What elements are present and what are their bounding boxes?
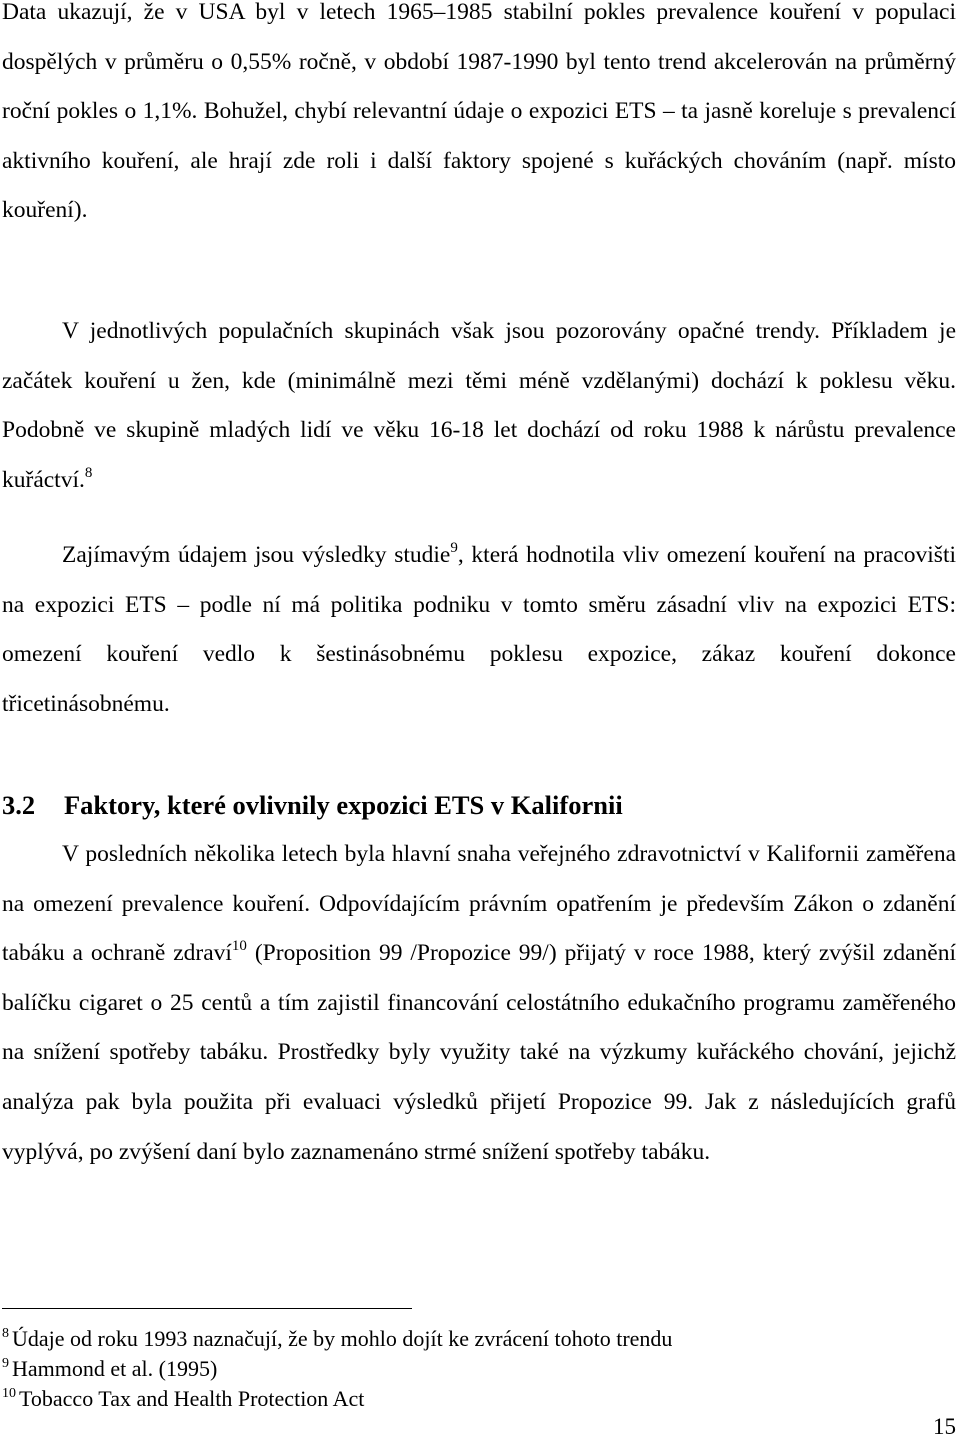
footnote-divider xyxy=(2,1308,412,1309)
footnote-text: Hammond et al. (1995) xyxy=(12,1356,218,1381)
paragraph-population-groups xyxy=(2,307,956,505)
footnote-ref-10[interactable]: 10 xyxy=(231,938,247,955)
footnote-text: Údaje od roku 1993 naznačují, že by mohlo dojít ke zvrácení tohoto trendu xyxy=(12,1326,673,1351)
section-number: 3.2 xyxy=(2,790,36,820)
paragraph-us-smoking-trend: Data ukazují, že v USA byl v letech 1965–1985 stabilní pokles prevalence kouření v populaci dospělých v průměru o 0,55% ročně, v období 1987-1990 byl tento trend akcelerován na průměrný roční pokles o 1,1%. Bohužel, chybí relevantní údaje o expozici ETS – ta jasně koreluje s prevalencí aktivního kouření, ale hrají zde roli i další faktory spojené s kuřáckých chováním (např. místo kouření). xyxy=(2,0,956,224)
footnote-9 xyxy=(2,1354,902,1384)
section-heading xyxy=(2,783,952,827)
footnote-number: 9 xyxy=(2,1356,9,1371)
section-title: Faktory, které ovlivnily expozici ETS v Kalifornii xyxy=(64,790,623,820)
paragraph-text: , která hodnotila vliv omezení kouření na pracovišti na expozici ETS – podle ní má politika podniku v tomto směru zásadní vliv na expozici ETS: omezení kouření vedlo k šestinásobnému poklesu expozice, zákaz kouření dokonce třicetinásobnému. xyxy=(2,542,956,717)
paragraph-text: V jednotlivých populačních skupinách však jsou pozorovány opačné trendy. Příkladem je začátek kouření u žen, kde (minimálně mezi těmi méně vzdělanými) dochází k poklesu věku. Podobně ve skupině mladých lidí ve věku 16-18 let dochází od roku 1988 k nárůstu prevalence kuřáctví. xyxy=(2,318,956,493)
footnote-number: 8 xyxy=(2,1326,9,1341)
page-number: 15 xyxy=(933,1414,956,1439)
paragraph-california xyxy=(2,830,956,1177)
footnote-ref-8[interactable]: 8 xyxy=(84,464,93,481)
paragraph-workplace-study xyxy=(2,531,956,729)
footnote-ref-9[interactable]: 9 xyxy=(450,540,458,556)
footnote-text: Tobacco Tax and Health Protection Act xyxy=(19,1386,365,1411)
footnote-10 xyxy=(2,1384,902,1414)
paragraph-text: Zajímavým údajem jsou výsledky studie xyxy=(62,542,451,568)
footnote-8 xyxy=(2,1324,902,1354)
paragraph-text: (Proposition 99 /Propozice 99/) přijatý v roce 1988, který zvýšil zdanění balíčku cigaret o 25 centů a tím zajistil financování celostátního edukačního programu zaměřeného na snížení spotřeby tabáku. Prostředky byly využity také na výzkumy kuřáckého chování, jejichž analýza pak byla použita při evaluaci výsledků přijetí Propozice 99. Jak z následujících grafů vyplývá, po zvýšení daní bylo zaznamenáno strmé snížení spotřeby tabáku. xyxy=(2,940,956,1165)
footnote-number: 10 xyxy=(2,1386,16,1401)
paragraph-text: V posledních několika letech byla hlavní snaha veřejného zdravotnictví v Kalifornii zaměřena na omezení prevalence kouření. Odpovídajícím právním opatřením je především Zákon o zdanění tabáku a ochraně zdraví xyxy=(2,841,956,967)
